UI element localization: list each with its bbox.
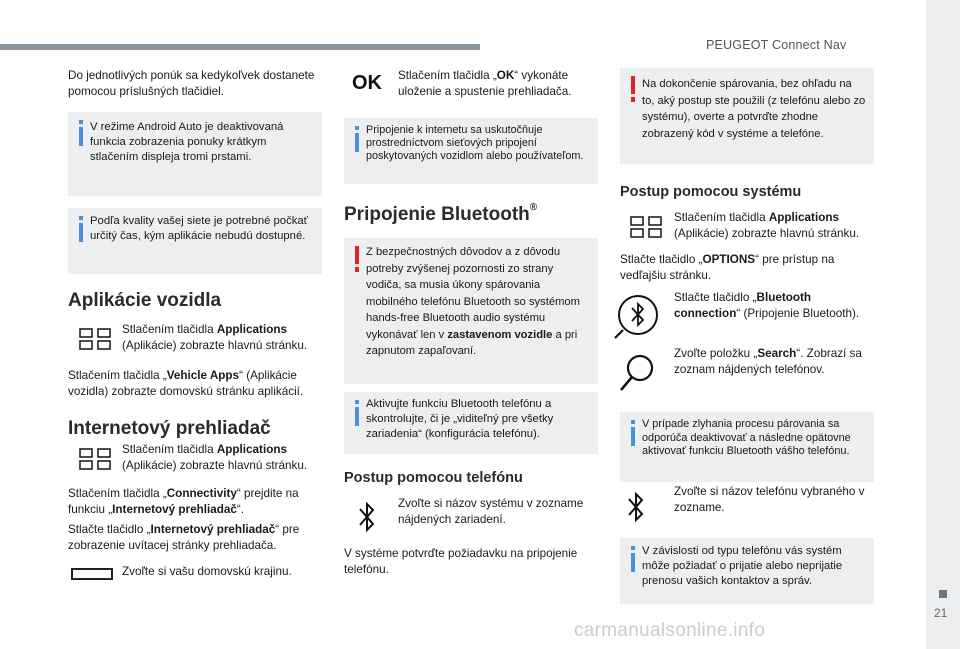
info-note-text: Pripojenie k internetu sa uskutočňuje prostredníctvom sieťových pripojení poskytovaných vozidlom alebo používateľom. (366, 124, 584, 162)
bluetooth-icon (626, 490, 646, 524)
phone-confirm-paragraph: V systéme potvrďte požiadavku na pripojenie telefónu. (344, 547, 578, 576)
section-title-vehicle-apps: Aplikácie vozidla (68, 290, 222, 311)
page-side-strip (926, 0, 960, 649)
warning-note-text: Na dokončenie spárovania, bez ohľadu na to, aký postup ste použili (z telefónu alebo zo systému), overte a potvrďte zhodne zobrazený kód v systéme a telefóne. (642, 78, 866, 140)
applications-grid-icon (79, 328, 111, 350)
watermark: carmanualsonline.info (574, 620, 766, 641)
info-note-failure (620, 412, 874, 482)
info-note-internet (344, 118, 598, 184)
info-icon (352, 126, 362, 152)
info-note-contacts (620, 538, 874, 604)
info-note-text: V režime Android Auto je deaktivovaná funkcia zobrazenia ponuky krátkym stlačením displeja tromi prstami. (90, 121, 284, 163)
home-country-text: Zvoľte si vašu domovskú krajinu. (122, 565, 292, 578)
page-marker (939, 590, 947, 598)
search-icon (617, 352, 657, 394)
select-phone-text: Zvoľte si názov telefónu vybraného v zozname. (674, 485, 865, 514)
info-icon (628, 546, 638, 572)
header-title: PEUGEOT Connect Nav (706, 38, 847, 52)
warning-note-safety (344, 238, 598, 384)
info-note-text: V prípade zlyhania procesu párovania sa odporúča deaktivovať a následne opätovne aktivovať funkciu Bluetooth vášho telefónu. (642, 418, 851, 457)
section-title-browser: Internetový prehliadač (68, 418, 271, 439)
applications-grid-icon (630, 216, 662, 238)
keyboard-bar-icon (71, 568, 113, 580)
ok-text: Stlačením tlačidla „OK“ vykonáte uloženie a spustenie prehliadača. (398, 69, 572, 98)
browser-open-paragraph: Stlačte tlačidlo „Internetový prehliadač“ pre zobrazenie uvítacej stránky prehliadača. (68, 523, 300, 552)
page-number: 21 (934, 606, 948, 620)
warning-note-text: Z bezpečnostných dôvodov a z dôvodu potreby zvýšenej pozornosti zo strany vodiča, sa musia úkony spárovania mobilného telefónu Bluetooth so systémom hands-free Bluetooth audio systému vykonávať len v zastavenom vozidle a pri zapnutom zapaľovaní. (366, 246, 580, 357)
info-note-network (68, 208, 322, 274)
bluetooth-icon (357, 500, 377, 534)
intro-text: Do jednotlivých ponúk sa kedykoľvek dostanete pomocou príslušných tlačidiel. (68, 69, 315, 98)
section-title-bluetooth: Pripojenie Bluetooth® (344, 202, 538, 225)
search-text: Zvoľte položku „Search“. Zobrazí sa zoznam nájdených telefónov. (674, 347, 862, 376)
section-title-system: Postup pomocou systému (620, 184, 802, 200)
bluetooth-connection-icon (613, 290, 663, 340)
header-rule (0, 44, 480, 50)
phone-icon-text: Zvoľte si názov systému v zozname nájdených zariadení. (398, 497, 584, 526)
vehicle-apps-icon-text: Stlačením tlačidla Applications (Aplikácie) zobrazte hlavnú stránku. (122, 323, 308, 352)
ok-button-icon: OK (352, 72, 382, 94)
options-paragraph: Stlačte tlačidlo „OPTIONS“ pre prístup na vedľajšiu stránku. (620, 253, 835, 282)
info-note-text: Podľa kvality vašej siete je potrebné počkať určitý čas, kým aplikácie nebudú dostupné. (90, 215, 308, 242)
system-icon-text: Stlačením tlačidla Applications (Aplikácie) zobrazte hlavnú stránku. (674, 211, 860, 240)
warning-icon (352, 246, 362, 272)
info-note-activate-bluetooth (344, 392, 598, 454)
info-note-android-auto (68, 112, 322, 196)
applications-grid-icon (79, 448, 111, 470)
vehicle-apps-paragraph: Stlačením tlačidla „Vehicle Apps“ (Aplikácie vozidla) zobrazte domovskú stránku aplikácií. (68, 369, 304, 398)
browser-icon-text: Stlačením tlačidla Applications (Aplikácie) zobrazte hlavnú stránku. (122, 443, 308, 472)
bluetooth-connection-text: Stlačte tlačidlo „Bluetooth connection“ (Pripojenie Bluetooth). (674, 291, 860, 320)
warning-icon (628, 76, 638, 102)
info-icon (76, 216, 86, 242)
info-note-text: Aktivujte funkciu Bluetooth telefónu a skontrolujte, či je „viditeľný pre všetky zariadenia“ (konfigurácia telefónu). (366, 398, 554, 440)
info-icon (628, 420, 638, 446)
info-note-text: V závislosti od typu telefónu vás systém môže požiadať o prijatie alebo neprijatie prenosu vašich kontaktov a správ. (642, 545, 843, 587)
warning-note-pairing (620, 68, 874, 164)
section-title-phone: Postup pomocou telefónu (344, 470, 523, 486)
info-icon (76, 120, 86, 146)
info-icon (352, 400, 362, 426)
browser-connectivity-paragraph: Stlačením tlačidla „Connectivity“ prejdite na funkciu „Internetový prehliadač“. (68, 487, 299, 516)
